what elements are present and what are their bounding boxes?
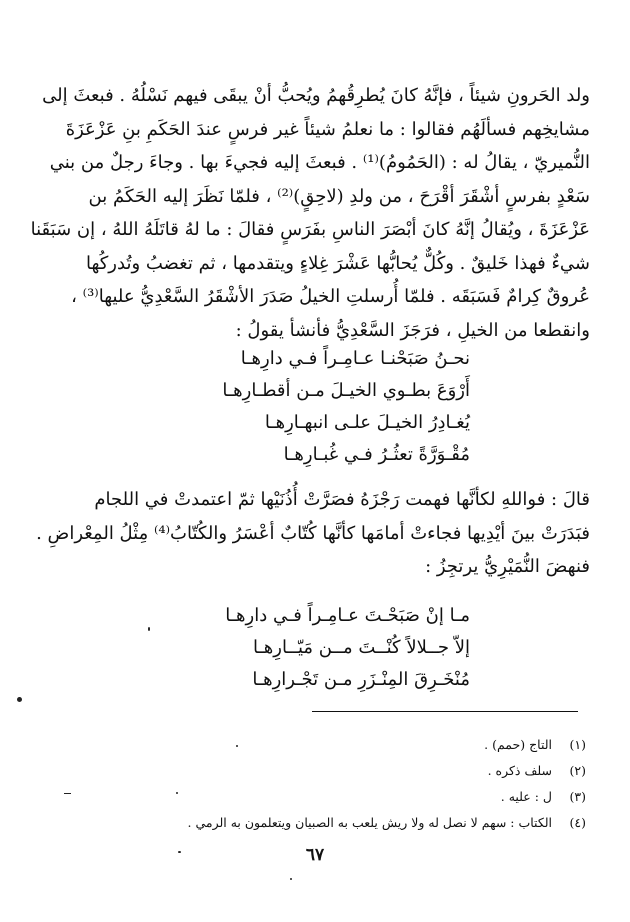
- scan-speck: [176, 792, 178, 794]
- footnote-text: سلف ذكره .: [487, 763, 553, 778]
- text-line: فنهضَ النُّمَيْرِيُّ يرتجِزُ :: [425, 556, 590, 577]
- text-line: ولد الحَرونِ شيئاً ، فإنَّهُ كانَ يُطرِقُهمُ ويُحبُّ أنْ يبقَى فيهم نَسْلُهُ . فبعثَ إلى: [42, 85, 590, 106]
- main-text-top: [30, 79, 590, 347]
- verse-line: يُغـادِرُ الخيـلَ علـى انبهـارِهـا: [264, 412, 470, 433]
- footnote-text: ل : عليه .: [500, 789, 553, 804]
- verse-line: أَرْوَعَ بطـوي الخيـلَ مـن أقطـارِهـا: [222, 380, 470, 401]
- footnote: [150, 732, 586, 758]
- footnote: [150, 758, 586, 784]
- text-line: مشايخِهم فسألَهُم فقالوا : ما نعلمُ شيئاً غير فرسٍ عندَ الحَكَمِ بنِ عَزْعَزَةَ: [65, 118, 590, 140]
- text-line: عُروقٌ كِرامٌ فَسَبَقَه . فلمّا أُرسلتِ الخيلُ صَدَرَ الأشْقَرُ السَّعْدِيُّ عليها⁽³⁾ ،: [71, 286, 590, 307]
- footnote-number: (٢): [569, 763, 586, 778]
- page-number: ٦٧: [305, 845, 325, 865]
- footnote-number: (١): [569, 737, 586, 752]
- footnote-text: الكتاب : سهم لا نصل له ولا ريش يلعب به الصبيان ويتعلمون به الرمي .: [187, 815, 553, 830]
- verse-block-1: [170, 343, 470, 471]
- text-line: وانقطعا من الخيلِ ، فرَجَزَ السَّعْدِيُّ فأنشأ يقولُ :: [235, 319, 590, 341]
- text-line: قالَ : فواللهِ لكأنَّها فهمت رَجْزَهُ فصَرَّتْ أُذُنَيْها ثمّ اعتمدتْ في اللجام: [94, 489, 590, 510]
- scan-speck: [178, 851, 181, 853]
- verse-line: مـا إنْ صَبَحْـتَ عـامِـراً فـي دارِهـا: [225, 605, 470, 626]
- footnote-number: (٤): [569, 815, 586, 830]
- verse-line: مُقْـوَرَّةً تعثُـرُ فـي غُبـارِهـا: [283, 444, 470, 465]
- scan-speck: [17, 697, 22, 702]
- footnote: [150, 784, 586, 810]
- main-text-middle: [36, 483, 590, 584]
- footnotes: [150, 732, 586, 836]
- footnote-number: (٣): [569, 789, 586, 804]
- text-line: شيءٌ فهذا خَليقٌ . وكُلٌّ يُحابُّها عَشْرَ غِلاءٍ ويتقدمها ، ثم تغضبُ وتُدركُها: [85, 252, 590, 274]
- text-line: فبَدَرَتْ بينَ أيْدِيها فجاءتْ أمامَها كأنَّها كُتّابٌ أعْسَرُ والكُتّابُ⁽⁴⁾ مِثْلُ المِعْراضِ .: [36, 522, 590, 544]
- scan-speck: [64, 793, 71, 794]
- verse-line: إلاّ جــلالاً كُنْــتَ مــن مَيّــارِهـا: [253, 637, 470, 658]
- text-line: سَعْدٍ بفرسٍ أشْقَرَ أقْرَحَ ، من ولدِ (لاحِقٍ)⁽²⁾ ، فلمّا نَظَرَ إليه الحَكَمُ بن: [88, 185, 590, 207]
- scan-speck: [290, 878, 292, 880]
- scan-speck: [236, 745, 238, 747]
- verse-line: نحـنُ صَبَحْنـا عـامِـراً فـي دارِهـا: [240, 348, 470, 369]
- text-line: عَزْعَزَةَ ، ويُقالُ إنَّهُ كانَ أبْصَرَ الناسِ بفَرَسٍ فقالَ : ما لهُ قاتَلَهُ اللهُ ، إن سَبَقَنا: [30, 219, 590, 240]
- verse-block-2: [170, 600, 470, 696]
- verse-line: مُنْخَـرِقَ المِنْـزَرِ مـن تَجْـرارِهـا: [252, 669, 470, 690]
- scan-speck: [148, 627, 150, 631]
- text-line: النُّميريّ ، يقالُ له : (الحَمُومُ)⁽¹⁾ . فبعثَ إليه فجيءَ بها . وجاءَ رجلٌ من بني: [49, 152, 590, 173]
- footnote-separator: [312, 711, 578, 712]
- footnote: [150, 810, 586, 836]
- footnote-text: التاج (حمم) .: [484, 737, 553, 752]
